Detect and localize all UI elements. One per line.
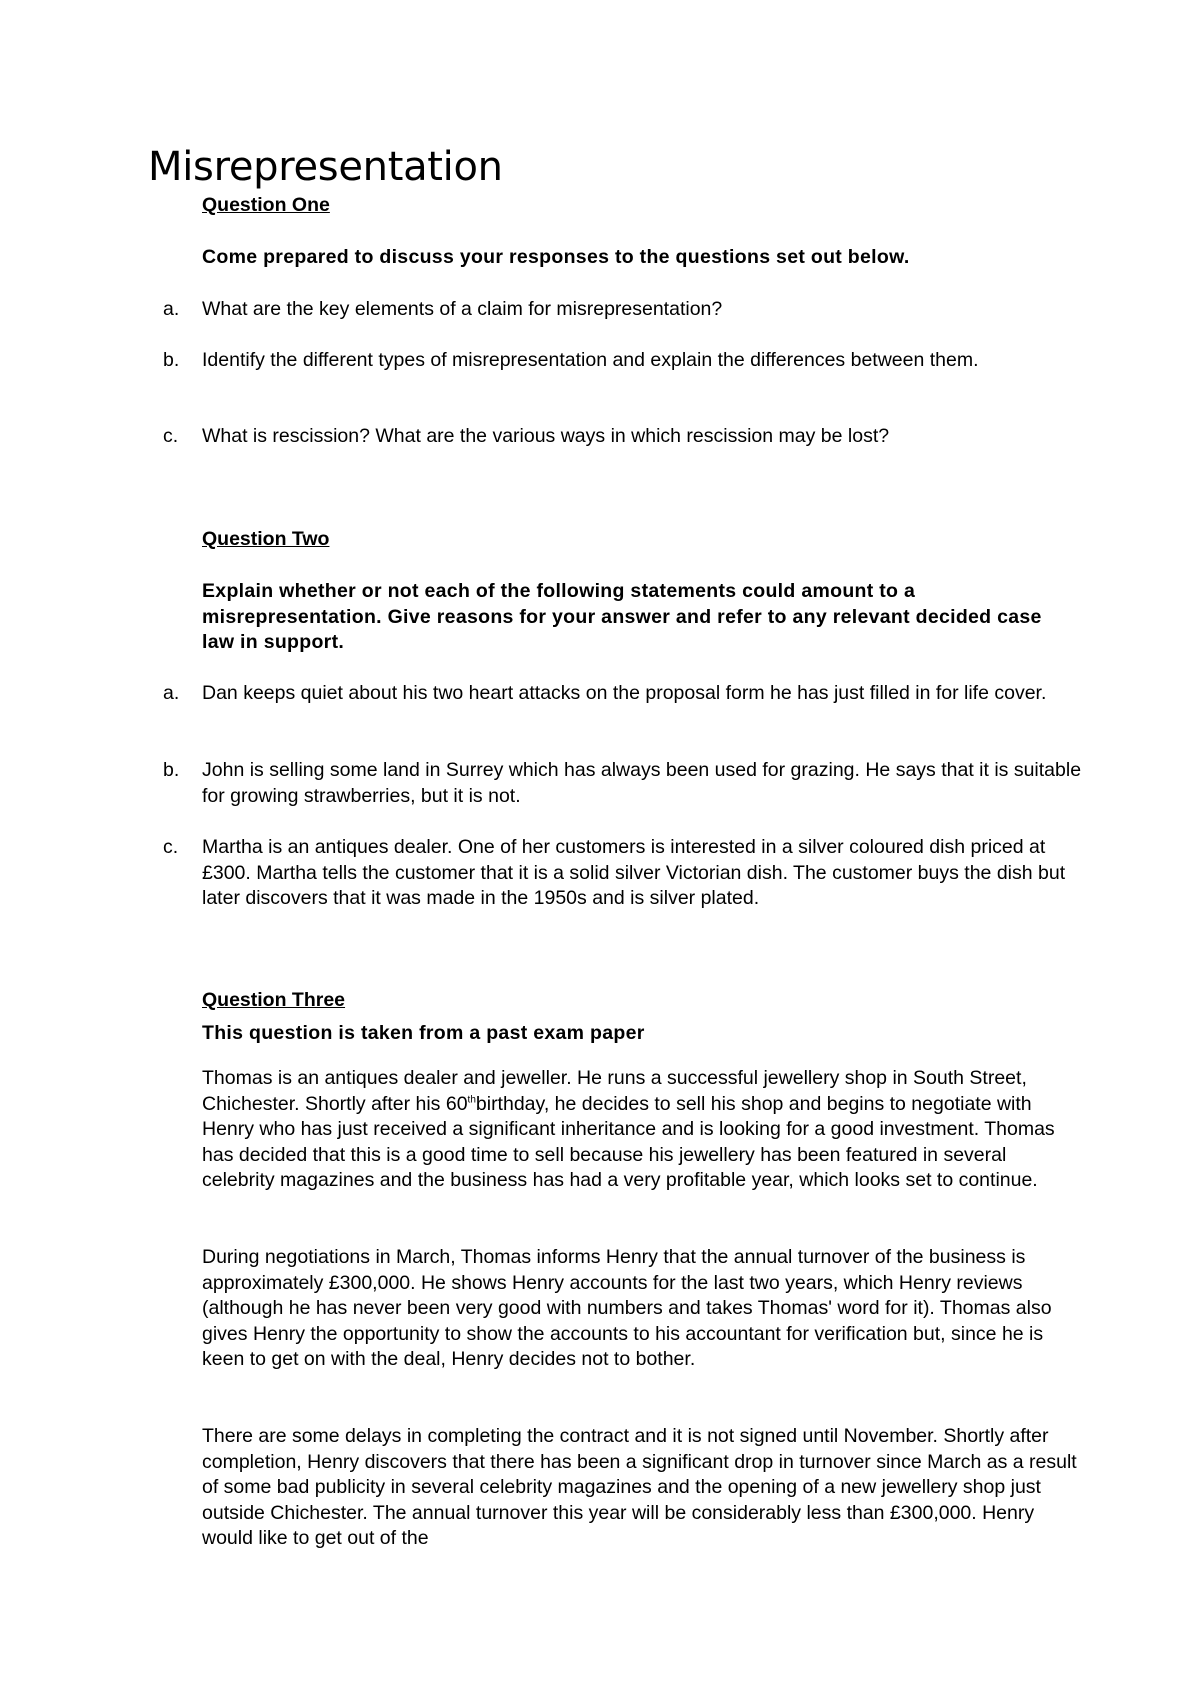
- question-two-instruction: Explain whether or not each of the following statements could amount to a misrepresentation. Give reasons for your answer and refer to any relevant decided case law in support.: [202, 580, 1042, 653]
- question-three-paragraph-3: There are some delays in completing the contract and it is not signed until November. Shortly after completion, Henry discovers that there has been a significant drop in turnover since March as a result of some bad publicity in several celebrity magazines and the opening of a new jewellery shop just outside Chichester. The annual turnover this year will be considerably less than £300,000. Henry would like to get out of the: [202, 1425, 1077, 1549]
- list-item-text: Dan keeps quiet about his two heart attacks on the proposal form he has just filled in for life cover.: [202, 682, 1047, 704]
- paragraph-text: birthday, he decides to sell his shop and begins to negotiate with Henry who has just received a significant inheritance and is looking for a good investment. Thomas has decided that this is a good time to sell because his jewellery has been featured in several celebrity magazines and the business has had a very profitable year, which looks set to continue.: [202, 1092, 1055, 1191]
- question-three-paragraph-2: During negotiations in March, Thomas informs Henry that the annual turnover of the business is approximately £300,000. He shows Henry accounts for the last two years, which Henry reviews (although he has never been very good with numbers and takes Thomas' word for it). Thomas also gives Henry the opportunity to show the accounts to his accountant for verification but, since he is keen to get on with the deal, Henry decides not to bother.: [202, 1246, 1052, 1370]
- list-marker: c.: [163, 425, 179, 447]
- question-one-instruction: Come prepared to discuss your responses to the questions set out below.: [202, 246, 910, 268]
- list-item-text: What are the key elements of a claim for misrepresentation?: [202, 298, 723, 320]
- question-three-subheading: This question is taken from a past exam paper: [202, 1022, 645, 1044]
- question-one-heading: Question One: [202, 194, 330, 216]
- list-marker: c.: [163, 836, 179, 858]
- list-marker: b.: [163, 759, 180, 781]
- list-item-text: What is rescission? What are the various ways in which rescission may be lost?: [202, 425, 890, 447]
- list-marker: a.: [163, 682, 180, 704]
- superscript-ordinal: th: [467, 1094, 476, 1105]
- document-title: Misrepresentation: [148, 144, 503, 190]
- paragraph-text: Thomas is an antiques dealer and jeweller. He runs a successful jewellery shop in South Street, Chichester. Shortly after his 60: [202, 1067, 1027, 1115]
- list-marker: a.: [163, 298, 180, 320]
- list-item-text: John is selling some land in Surrey which has always been used for grazing. He says that it is suitable for growing strawberries, but it is not.: [202, 759, 1082, 807]
- list-marker: b.: [163, 349, 180, 371]
- question-two-heading: Question Two: [202, 528, 330, 550]
- list-item-text: Identify the different types of misrepresentation and explain the differences between them.: [202, 349, 979, 371]
- question-three-paragraph-1: [202, 1066, 1082, 1194]
- question-three-heading: Question Three: [202, 989, 346, 1011]
- list-item-text: Martha is an antiques dealer. One of her customers is interested in a silver coloured dish priced at £300. Martha tells the customer that it is a solid silver Victorian dish. The customer buys the dish but later discovers that it was made in the 1950s and is silver plated.: [202, 836, 1066, 909]
